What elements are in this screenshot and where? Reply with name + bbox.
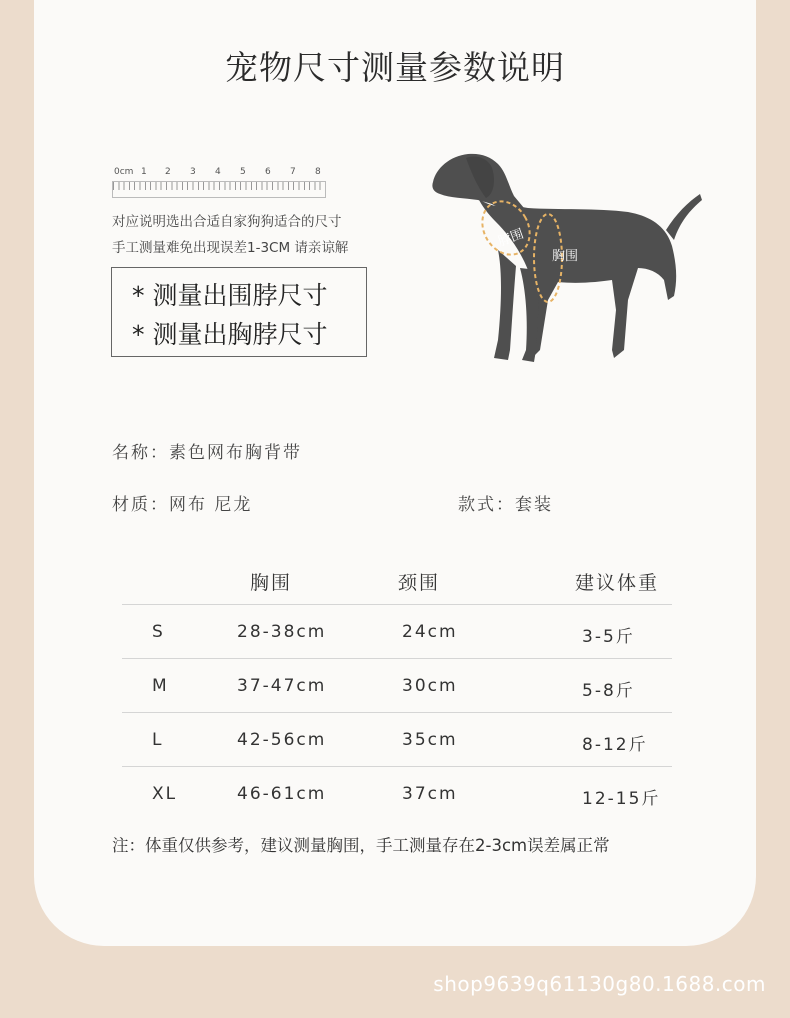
table-row <box>122 604 672 658</box>
size-cell: XL <box>152 784 178 804</box>
product-style: 款式：套装 <box>458 495 553 515</box>
measure-chest-text: * 测量出胸脖尺寸 <box>132 320 328 349</box>
weight-cell: 12-15斤 <box>582 789 661 809</box>
product-material: 材质：网布 尼龙 <box>112 495 253 515</box>
measure-box <box>111 267 367 357</box>
header-chest: 胸围 <box>250 572 293 594</box>
header-neck: 颈围 <box>398 572 441 594</box>
ruler-label: 7 <box>290 167 296 177</box>
chest-cell: 28-38cm <box>237 622 327 642</box>
ruler-label: 3 <box>190 167 196 177</box>
ruler <box>112 167 330 201</box>
ruler-label: 8 <box>315 167 321 177</box>
size-cell: S <box>152 622 165 642</box>
size-cell: L <box>152 730 164 750</box>
chest-cell: 46-61cm <box>237 784 327 804</box>
weight-cell: 8-12斤 <box>582 735 648 755</box>
ruler-label: 2 <box>165 167 171 177</box>
table-row <box>122 712 672 766</box>
ruler-scale <box>112 181 326 198</box>
neck-cell: 37cm <box>402 784 458 804</box>
note-error: 手工测量难免出现误差1-3CM 请亲谅解 <box>112 240 349 256</box>
ruler-label: 0cm <box>114 167 134 177</box>
ruler-label: 6 <box>265 167 271 177</box>
chest-cell: 37-47cm <box>237 676 327 696</box>
measure-neck-text: * 测量出围脖尺寸 <box>132 281 328 310</box>
neck-cell: 30cm <box>402 676 458 696</box>
size-cell: M <box>152 676 169 696</box>
ruler-label: 5 <box>240 167 246 177</box>
product-name: 名称：素色网布胸背带 <box>112 443 302 463</box>
page-title: 宠物尺寸测量参数说明 <box>225 48 565 87</box>
neck-label: 脖围 <box>496 226 526 250</box>
footnote: 注：体重仅供参考，建议测量胸围，手工测量存在2-3cm误差属正常 <box>112 836 610 855</box>
header-weight: 建议体重 <box>575 572 660 594</box>
table-row <box>122 766 672 820</box>
table-row <box>122 658 672 712</box>
chest-label: 胸围 <box>552 249 579 264</box>
shop-watermark[interactable]: shop9639q61130g80.1688.com <box>433 972 766 996</box>
neck-cell: 35cm <box>402 730 458 750</box>
dog-illustration <box>428 150 703 370</box>
note-fit: 对应说明选出合适自家狗狗适合的尺寸 <box>112 214 342 230</box>
weight-cell: 3-5斤 <box>582 627 635 647</box>
neck-cell: 24cm <box>402 622 458 642</box>
chest-cell: 42-56cm <box>237 730 327 750</box>
ruler-label: 1 <box>141 167 147 177</box>
ruler-label: 4 <box>215 167 221 177</box>
weight-cell: 5-8斤 <box>582 681 635 701</box>
